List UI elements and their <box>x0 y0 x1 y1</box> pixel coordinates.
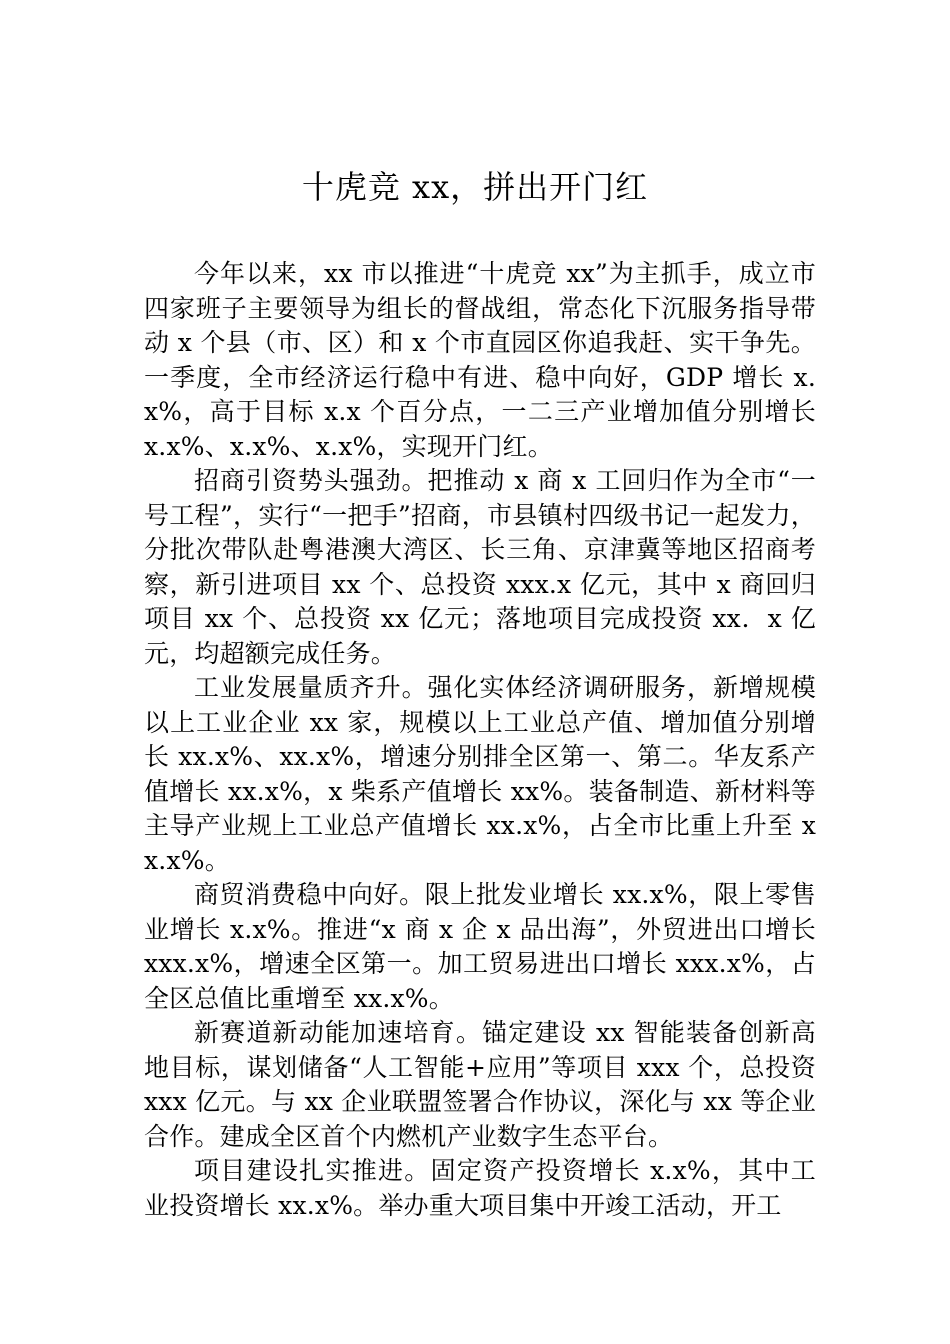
paragraph-investment: 招商引资势头强劲。把推动 x 商 x 工回归作为全市“一号工程”，实行“一把手”招商，市县镇村四级书记一起发力，分批次带队赴粤港澳大湾区、长三角、京津冀等地区招商考察，新引进项目 xx 个、总投资 xxx.x 亿元，其中 x 商回归项目 xx 个、总投资 xx 亿元；落地项目完成投资 xx．x 亿元，均超额完成任务。 <box>144 466 816 668</box>
paragraph-industry: 工业发展量质齐升。强化实体经济调研服务，新增规模以上工业企业 xx 家，规模以上工业总产值、增加值分别增长 xx.x%、xx.x%，增速分别排全区第一、第二。华友系产值增长 xx.x%，x 柴系产值增长 xx%。装备制造、新材料等主导产业规上工业总产值增长 xx.x%，占全市比重上升至 xx.x%。 <box>144 673 816 875</box>
document-title: 十虎竞 xx，拼出开门红 <box>301 168 649 206</box>
paragraph-projects: 项目建设扎实推进。固定资产投资增长 x.x%，其中工业投资增长 xx.x%。举办重大项目集中开竣工活动，开工 <box>144 1156 816 1220</box>
document-body <box>144 257 816 1223</box>
paragraph-commerce: 商贸消费稳中向好。限上批发业增长 xx.x%，限上零售业增长 x.x%。推进“x 商 x 企 x 品出海”，外贸进出口增长 xxx.x%，增速全区第一。加工贸易进出口增长 xxx.x%，占全区总值比重增至 xx.x%。 <box>144 880 816 1013</box>
paragraph-intro: 今年以来，xx 市以推进“十虎竞 xx”为主抓手，成立市四家班子主要领导为组长的督战组，常态化下沉服务指导带动 x 个县（市、区）和 x 个市直园区你追我赶、实干争先。一季度，全市经济运行稳中有进、稳中向好，GDP 增长 x.x%，高于目标 x.x 个百分点，一二三产业增加值分别增长 x.x%、x.x%、x.x%，实现开门红。 <box>144 259 816 461</box>
paragraph-new-momentum: 新赛道新动能加速培育。锚定建设 xx 智能装备创新高地目标，谋划储备“人工智能+应用”等项目 xxx 个，总投资 xxx 亿元。与 xx 企业联盟签署合作协议，深化与 xx 等企业合作。建成全区首个内燃机产业数字生态平台。 <box>144 1018 816 1151</box>
